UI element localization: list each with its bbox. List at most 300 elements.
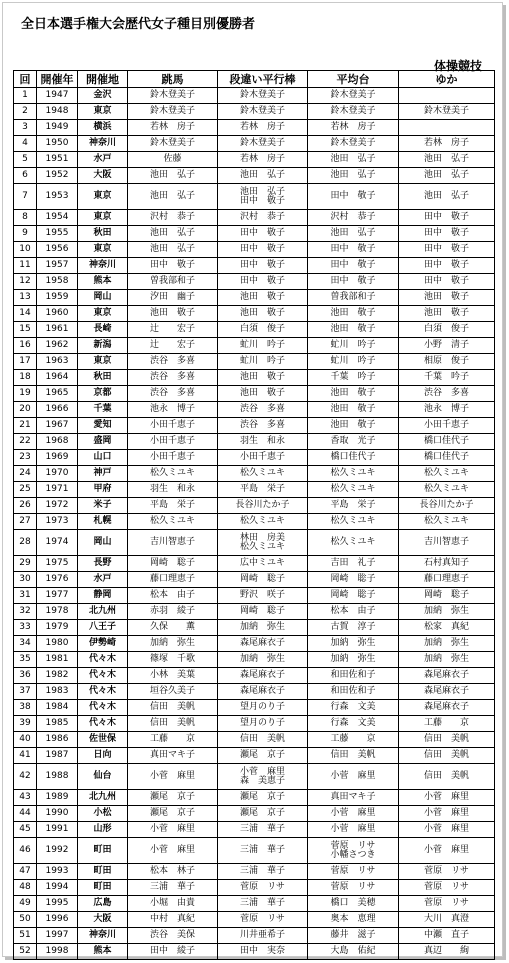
cell-vault: 鈴木登美子 [128, 104, 218, 120]
table-row [14, 210, 495, 226]
cell-year: 1949 [37, 120, 78, 136]
cell-uneven-bars: 加納 弥生 [218, 620, 308, 636]
header-floor: ゆか [399, 71, 495, 88]
cell-vault: 池田 弘子 [128, 168, 218, 184]
cell-year: 1992 [37, 838, 78, 864]
cell-no: 32 [14, 604, 37, 620]
cell-year: 1973 [37, 514, 78, 530]
cell-floor [399, 88, 495, 104]
cell-uneven-bars: 松久ミユキ [218, 514, 308, 530]
cell-year: 1962 [37, 338, 78, 354]
cell-floor: 池永 博子 [399, 402, 495, 418]
results-table [13, 70, 495, 960]
table-row [14, 864, 495, 880]
cell-uneven-bars: 鈴木登美子 [218, 88, 308, 104]
cell-balance-beam [308, 838, 399, 864]
cell-venue: 米子 [78, 498, 128, 514]
table-row [14, 258, 495, 274]
cell-no: 20 [14, 402, 37, 418]
cell-floor: 菅原 リサ [399, 896, 495, 912]
cell-vault: 渋谷 多喜 [128, 386, 218, 402]
cell-year: 1958 [37, 274, 78, 290]
cell-balance-beam: 大島 佑紀 [308, 944, 399, 960]
cell-uneven-bars: 森尾麻衣子 [218, 668, 308, 684]
cell-floor: 小菅 麻里 [399, 822, 495, 838]
cell-vault: 真田マキ子 [128, 748, 218, 764]
cell-year: 1956 [37, 242, 78, 258]
cell-vault: 久保 薫 [128, 620, 218, 636]
cell-no: 10 [14, 242, 37, 258]
cell-uneven-bars: 岡崎 聡子 [218, 572, 308, 588]
cell-year: 1961 [37, 322, 78, 338]
header-venue: 開催地 [78, 71, 128, 88]
cell-floor: 池田 弘子 [399, 152, 495, 168]
table-row [14, 822, 495, 838]
cell-floor: 田中 敬子 [399, 274, 495, 290]
cell-uneven-bars: 広中ミユキ [218, 556, 308, 572]
cell-venue: 町田 [78, 880, 128, 896]
cell-vault: 鈴木登美子 [128, 88, 218, 104]
cell-no: 31 [14, 588, 37, 604]
cell-no: 51 [14, 928, 37, 944]
cell-year: 1963 [37, 354, 78, 370]
cell-year: 1987 [37, 748, 78, 764]
cell-no: 35 [14, 652, 37, 668]
cell-year: 1980 [37, 636, 78, 652]
cell-vault: 垣谷久美子 [128, 684, 218, 700]
cell-no: 21 [14, 418, 37, 434]
cell-floor [399, 120, 495, 136]
cell-no: 5 [14, 152, 37, 168]
table-row [14, 242, 495, 258]
cell-balance-beam: 鈴木登美子 [308, 88, 399, 104]
cell-floor: 小田千恵子 [399, 418, 495, 434]
cell-uneven-bars: 羽生 和永 [218, 434, 308, 450]
table-row [14, 748, 495, 764]
table-row [14, 184, 495, 210]
cell-vault: 信田 美帆 [128, 700, 218, 716]
cell-venue: 東京 [78, 354, 128, 370]
cell-year: 1981 [37, 652, 78, 668]
cell-no: 45 [14, 822, 37, 838]
cell-no: 14 [14, 306, 37, 322]
cell-vault: 松本 林子 [128, 864, 218, 880]
cell-balance-beam: 小菅 麻里 [308, 822, 399, 838]
cell-vault: 池田 弘子 [128, 226, 218, 242]
cell-balance-beam: 田中 敬子 [308, 184, 399, 210]
cell-no: 9 [14, 226, 37, 242]
cell-year: 1947 [37, 88, 78, 104]
cell-floor: 田中 敬子 [399, 226, 495, 242]
cell-uneven-bars: 池田 敬子 [218, 386, 308, 402]
cell-balance-beam: 加納 弥生 [308, 636, 399, 652]
cell-no: 43 [14, 790, 37, 806]
cell-floor: 池田 敬子 [399, 290, 495, 306]
cell-balance-beam: 岡崎 聡子 [308, 588, 399, 604]
cell-vault: 平島 栄子 [128, 498, 218, 514]
cell-vault: 瀬尾 京子 [128, 790, 218, 806]
cell-venue: 愛知 [78, 418, 128, 434]
cell-balance-beam: 虻川 吟子 [308, 338, 399, 354]
cell-floor: 小菅 麻里 [399, 790, 495, 806]
cell-balance-beam: 加納 弥生 [308, 652, 399, 668]
cell-venue: 神奈川 [78, 928, 128, 944]
cell-balance-beam: 信田 美帆 [308, 748, 399, 764]
cell-no: 18 [14, 370, 37, 386]
cell-venue: 日向 [78, 748, 128, 764]
cell-venue: 札幌 [78, 514, 128, 530]
cell-no: 2 [14, 104, 37, 120]
table-row [14, 668, 495, 684]
cell-uneven-bars: 望月のり子 [218, 700, 308, 716]
cell-floor: 千葉 吟子 [399, 370, 495, 386]
cell-uneven-bars: 渋谷 多喜 [218, 418, 308, 434]
cell-year: 1970 [37, 466, 78, 482]
cell-floor: 信田 美帆 [399, 764, 495, 790]
cell-balance-beam: 若林 房子 [308, 120, 399, 136]
cell-balance-beam: 菅原 リサ [308, 864, 399, 880]
cell-uneven-bars: 田中 敬子 [218, 226, 308, 242]
cell-year: 1985 [37, 716, 78, 732]
cell-no: 11 [14, 258, 37, 274]
cell-vault: 池田 弘子 [128, 184, 218, 210]
table-row [14, 152, 495, 168]
cell-venue: 北九州 [78, 604, 128, 620]
cell-no: 1 [14, 88, 37, 104]
cell-uneven-bars: 瀬尾 京子 [218, 748, 308, 764]
cell-year: 1965 [37, 386, 78, 402]
cell-venue: 東京 [78, 104, 128, 120]
cell-vault: 田中 綾子 [128, 944, 218, 960]
cell-year: 1996 [37, 912, 78, 928]
cell-venue: 秋田 [78, 370, 128, 386]
header-year: 開催年 [37, 71, 78, 88]
cell-floor: 森尾麻衣子 [399, 684, 495, 700]
cell-uneven-bars-line: 林田 房美 [239, 532, 285, 543]
table-row [14, 530, 495, 556]
cell-venue: 熊本 [78, 274, 128, 290]
cell-no: 25 [14, 482, 37, 498]
cell-year: 1991 [37, 822, 78, 838]
cell-floor: 菅原 リサ [399, 880, 495, 896]
cell-balance-beam: 池田 敬子 [308, 418, 399, 434]
cell-uneven-bars-line: 田中 敬子 [239, 195, 285, 206]
cell-balance-beam: 行森 文美 [308, 716, 399, 732]
cell-balance-beam: 橋口 美穂 [308, 896, 399, 912]
cell-balance-beam: 藤井 滋子 [308, 928, 399, 944]
cell-floor: 吉川智恵子 [399, 530, 495, 556]
cell-no: 30 [14, 572, 37, 588]
cell-uneven-bars: 白須 俊子 [218, 322, 308, 338]
cell-floor: 松久ミユキ [399, 466, 495, 482]
cell-no: 49 [14, 896, 37, 912]
cell-uneven-bars: 三浦 華子 [218, 822, 308, 838]
cell-venue: 長野 [78, 556, 128, 572]
cell-balance-beam: 松本 由子 [308, 604, 399, 620]
cell-floor: 岡崎 聡子 [399, 588, 495, 604]
cell-venue: 代々木 [78, 684, 128, 700]
table-row [14, 274, 495, 290]
cell-no: 37 [14, 684, 37, 700]
cell-venue: 山口 [78, 450, 128, 466]
cell-uneven-bars-line: 森 美恵子 [239, 775, 285, 786]
cell-floor: 大川 真澄 [399, 912, 495, 928]
cell-uneven-bars-line: 松久ミユキ [239, 541, 285, 552]
cell-year: 1990 [37, 806, 78, 822]
cell-balance-beam: 沢村 恭子 [308, 210, 399, 226]
cell-vault: 瀬尾 京子 [128, 806, 218, 822]
cell-year: 1994 [37, 880, 78, 896]
cell-vault: 池田 弘子 [128, 242, 218, 258]
cell-no: 46 [14, 838, 37, 864]
cell-floor: 鈴木登美子 [399, 104, 495, 120]
cell-vault: 吉川智恵子 [128, 530, 218, 556]
cell-vault: 藤口理恵子 [128, 572, 218, 588]
cell-vault: 辻 宏子 [128, 322, 218, 338]
cell-uneven-bars: 長谷川たか子 [218, 498, 308, 514]
table-row [14, 652, 495, 668]
cell-uneven-bars: 信田 美帆 [218, 732, 308, 748]
cell-venue: 岡山 [78, 290, 128, 306]
cell-no: 13 [14, 290, 37, 306]
cell-floor: 森尾麻衣子 [399, 668, 495, 684]
table-row [14, 716, 495, 732]
cell-uneven-bars: 菅原 リサ [218, 912, 308, 928]
cell-venue: 代々木 [78, 716, 128, 732]
cell-floor: 橋口佳代子 [399, 450, 495, 466]
cell-balance-beam: 和田佐和子 [308, 684, 399, 700]
cell-no: 15 [14, 322, 37, 338]
table-row [14, 402, 495, 418]
cell-uneven-bars-line: 池田 弘子 [239, 186, 285, 197]
cell-uneven-bars-line: 小菅 麻里 [239, 766, 285, 777]
cell-floor: 池田 敬子 [399, 306, 495, 322]
table-row [14, 226, 495, 242]
cell-vault: 信田 美帆 [128, 716, 218, 732]
cell-year: 1967 [37, 418, 78, 434]
cell-uneven-bars: 川井亜希子 [218, 928, 308, 944]
cell-floor: 松家 真紀 [399, 620, 495, 636]
cell-uneven-bars: 森尾麻衣子 [218, 636, 308, 652]
cell-floor: 信田 美帆 [399, 732, 495, 748]
cell-balance-beam: 池田 敬子 [308, 306, 399, 322]
cell-venue: 金沢 [78, 88, 128, 104]
cell-vault: 三浦 華子 [128, 880, 218, 896]
cell-floor: 長谷川たか子 [399, 498, 495, 514]
cell-uneven-bars [218, 530, 308, 556]
cell-venue: 神奈川 [78, 136, 128, 152]
cell-uneven-bars: 池田 弘子 [218, 168, 308, 184]
cell-venue: 佐世保 [78, 732, 128, 748]
table-row [14, 338, 495, 354]
cell-uneven-bars: 田中 敬子 [218, 274, 308, 290]
cell-no: 22 [14, 434, 37, 450]
cell-year: 1959 [37, 290, 78, 306]
cell-balance-beam: 池田 弘子 [308, 226, 399, 242]
cell-venue: 盛岡 [78, 434, 128, 450]
cell-uneven-bars: 虻川 吟子 [218, 354, 308, 370]
cell-floor: 渋谷 多喜 [399, 386, 495, 402]
cell-vault: 沢村 恭子 [128, 210, 218, 226]
cell-no: 47 [14, 864, 37, 880]
cell-venue: 東京 [78, 306, 128, 322]
cell-floor: 若林 房子 [399, 136, 495, 152]
cell-no: 23 [14, 450, 37, 466]
page-subtitle: 体操競技 [433, 59, 482, 73]
cell-floor: 橋口佳代子 [399, 434, 495, 450]
cell-year: 1972 [37, 498, 78, 514]
cell-uneven-bars: 望月のり子 [218, 716, 308, 732]
cell-vault: 小林 美葉 [128, 668, 218, 684]
cell-no: 44 [14, 806, 37, 822]
cell-floor: 真辺 絢 [399, 944, 495, 960]
cell-vault: 小田千恵子 [128, 450, 218, 466]
cell-venue: 東京 [78, 184, 128, 210]
cell-no: 6 [14, 168, 37, 184]
cell-no: 42 [14, 764, 37, 790]
cell-no: 52 [14, 944, 37, 960]
cell-year: 1957 [37, 258, 78, 274]
header-vault: 跳馬 [128, 71, 218, 88]
cell-venue: 仙台 [78, 764, 128, 790]
table-row [14, 880, 495, 896]
cell-no: 17 [14, 354, 37, 370]
table-row [14, 290, 495, 306]
cell-uneven-bars: 田中 敬子 [218, 242, 308, 258]
cell-floor: 森尾麻衣子 [399, 700, 495, 716]
cell-venue: 代々木 [78, 668, 128, 684]
cell-no: 28 [14, 530, 37, 556]
cell-floor: 小菅 麻里 [399, 806, 495, 822]
cell-uneven-bars [218, 764, 308, 790]
cell-vault: 小菅 麻里 [128, 838, 218, 864]
cell-year: 1988 [37, 764, 78, 790]
cell-no: 50 [14, 912, 37, 928]
cell-floor: 石村真知子 [399, 556, 495, 572]
cell-uneven-bars: 松久ミユキ [218, 466, 308, 482]
cell-uneven-bars: 若林 房子 [218, 120, 308, 136]
cell-balance-beam: 古賀 淳子 [308, 620, 399, 636]
table-header-row [14, 71, 495, 88]
cell-floor: 藤口理恵子 [399, 572, 495, 588]
cell-floor: 池田 弘子 [399, 184, 495, 210]
cell-venue: 長崎 [78, 322, 128, 338]
table-row [14, 120, 495, 136]
cell-balance-beam: 池田 弘子 [308, 168, 399, 184]
cell-year: 1966 [37, 402, 78, 418]
cell-no: 34 [14, 636, 37, 652]
cell-no: 39 [14, 716, 37, 732]
table-row [14, 944, 495, 960]
table-row [14, 306, 495, 322]
cell-year: 1995 [37, 896, 78, 912]
table-row [14, 806, 495, 822]
cell-vault: 岡崎 聡子 [128, 556, 218, 572]
cell-balance-beam: 池田 敬子 [308, 402, 399, 418]
cell-vault: 小堀 由貴 [128, 896, 218, 912]
cell-no: 8 [14, 210, 37, 226]
cell-balance-beam: 虻川 吟子 [308, 354, 399, 370]
cell-year: 1982 [37, 668, 78, 684]
cell-floor: 小野 清子 [399, 338, 495, 354]
table-row [14, 370, 495, 386]
table-row [14, 636, 495, 652]
cell-vault: 小菅 麻里 [128, 822, 218, 838]
table-row [14, 732, 495, 748]
cell-vault: 池田 敬子 [128, 306, 218, 322]
cell-balance-beam: 曽我部和子 [308, 290, 399, 306]
cell-venue: 京都 [78, 386, 128, 402]
cell-balance-beam: 橋口佳代子 [308, 450, 399, 466]
cell-year: 1975 [37, 556, 78, 572]
cell-no: 36 [14, 668, 37, 684]
table-row [14, 498, 495, 514]
cell-year: 1954 [37, 210, 78, 226]
cell-vault: 渋谷 多喜 [128, 354, 218, 370]
cell-no: 3 [14, 120, 37, 136]
cell-vault: 小田千恵子 [128, 434, 218, 450]
table-row [14, 620, 495, 636]
cell-no: 29 [14, 556, 37, 572]
cell-balance-beam: 松久ミユキ [308, 482, 399, 498]
table-row [14, 136, 495, 152]
cell-no: 19 [14, 386, 37, 402]
cell-uneven-bars: 沢村 恭子 [218, 210, 308, 226]
cell-floor: 信田 美帆 [399, 748, 495, 764]
table-row [14, 572, 495, 588]
cell-vault: 松久ミユキ [128, 514, 218, 530]
cell-floor: 松久ミユキ [399, 514, 495, 530]
cell-year: 1960 [37, 306, 78, 322]
cell-floor: 田中 敬子 [399, 242, 495, 258]
table-row [14, 168, 495, 184]
cell-year: 1968 [37, 434, 78, 450]
table-row [14, 514, 495, 530]
cell-vault: 小田千恵子 [128, 418, 218, 434]
cell-uneven-bars: 渋谷 多喜 [218, 402, 308, 418]
cell-venue: 水戸 [78, 572, 128, 588]
cell-no: 24 [14, 466, 37, 482]
table-row [14, 466, 495, 482]
header-balance-beam: 平均台 [308, 71, 399, 88]
cell-venue: 大阪 [78, 912, 128, 928]
cell-no: 40 [14, 732, 37, 748]
cell-no: 38 [14, 700, 37, 716]
cell-vault: 加納 弥生 [128, 636, 218, 652]
cell-uneven-bars: 田中 実奈 [218, 944, 308, 960]
cell-uneven-bars: 岡崎 聡子 [218, 604, 308, 620]
cell-vault: 松本 由子 [128, 588, 218, 604]
cell-venue: 神戸 [78, 466, 128, 482]
cell-year: 1951 [37, 152, 78, 168]
cell-year: 1998 [37, 944, 78, 960]
cell-year: 1989 [37, 790, 78, 806]
cell-no: 7 [14, 184, 37, 210]
cell-vault: 中村 真紀 [128, 912, 218, 928]
cell-balance-beam: 鈴木登美子 [308, 104, 399, 120]
cell-balance-beam: 岡崎 聡子 [308, 572, 399, 588]
table-row [14, 482, 495, 498]
cell-balance-beam: 松久ミユキ [308, 514, 399, 530]
cell-floor: 田中 敬子 [399, 258, 495, 274]
cell-floor: 相原 俊子 [399, 354, 495, 370]
cell-balance-beam: 奥本 恵理 [308, 912, 399, 928]
table-row [14, 588, 495, 604]
cell-vault: 工藤 京 [128, 732, 218, 748]
cell-venue: 広島 [78, 896, 128, 912]
page-title: 全日本選手権大会歴代女子種目別優勝者 [21, 17, 256, 32]
cell-year: 1997 [37, 928, 78, 944]
